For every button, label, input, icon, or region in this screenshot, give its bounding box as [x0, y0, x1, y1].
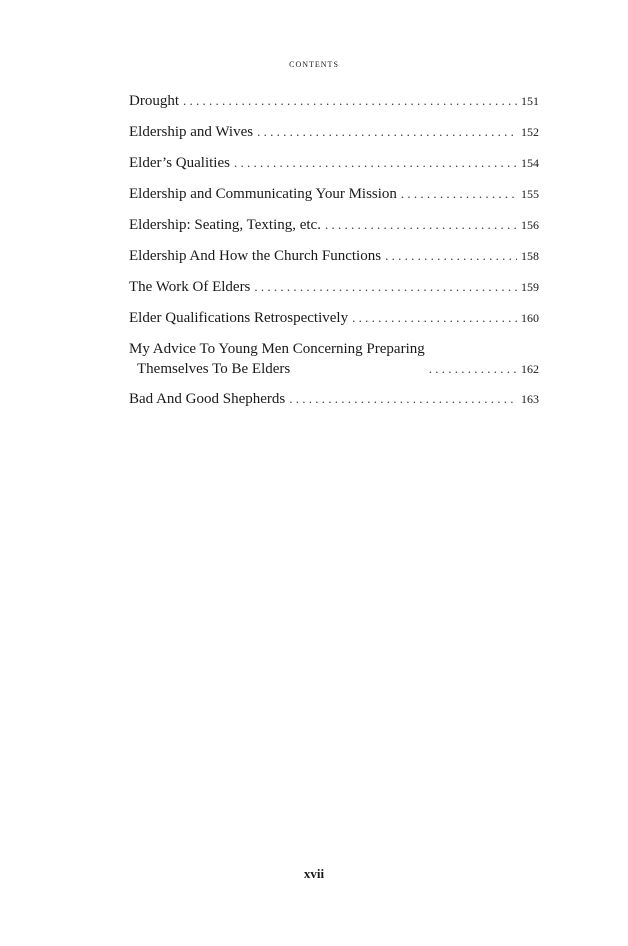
dot-leader: [401, 184, 517, 204]
dot-leader: [183, 91, 517, 111]
toc-entry-title: The Work Of Elders: [129, 279, 251, 295]
dot-leader: [325, 215, 517, 235]
toc-entry: [129, 339, 539, 379]
table-of-contents: [129, 91, 539, 420]
toc-entry-title-line2: Themselves To Be Elders: [137, 361, 291, 377]
toc-entry: [129, 215, 539, 235]
toc-entry: [129, 153, 539, 173]
toc-entry-title: Eldership And How the Church Functions: [129, 248, 382, 264]
toc-entry: [129, 91, 539, 111]
toc-entry-title: Elder Qualifications Retrospectively: [129, 310, 349, 326]
dot-leader: [257, 122, 517, 142]
toc-entry-title-line1: My Advice To Young Men Concerning Preparing: [129, 341, 425, 357]
toc-entry-page: 162: [521, 362, 539, 376]
toc-entry-title: Elder’s Qualities: [129, 155, 230, 171]
toc-entry-page: 152: [521, 125, 539, 139]
dot-leader: [385, 246, 517, 266]
dot-leader: [254, 277, 517, 297]
toc-entry-title: Eldership and Wives: [129, 124, 254, 140]
toc-entry-page: 156: [521, 218, 539, 232]
toc-entry-page: 154: [521, 156, 539, 170]
toc-entry-page: 151: [521, 94, 539, 108]
toc-entry-page: 163: [521, 392, 539, 406]
toc-entry: [129, 277, 539, 297]
toc-entry: [129, 184, 539, 204]
page-number: xvii: [303, 866, 325, 881]
dot-leader: [429, 359, 517, 379]
toc-entry-page: 159: [521, 280, 539, 294]
dot-leader: [352, 308, 517, 328]
toc-entry-title: Eldership: Seating, Texting, etc.: [129, 217, 321, 233]
toc-entry-title: Bad And Good Shepherds: [129, 391, 286, 407]
toc-entry: [129, 246, 539, 266]
toc-entry-page: 160: [521, 311, 539, 325]
toc-entry: [129, 389, 539, 409]
toc-entry-page: 158: [521, 249, 539, 263]
dot-leader: [289, 389, 517, 409]
toc-entry-title: Eldership and Communicating Your Mission: [129, 186, 397, 202]
toc-entry: [129, 122, 539, 142]
toc-entry: [129, 308, 539, 328]
toc-entry-title: [129, 339, 425, 379]
toc-entry-title: Drought: [129, 93, 179, 109]
running-head: contents: [289, 58, 339, 70]
dot-leader: [234, 153, 517, 173]
toc-entry-page: 155: [521, 187, 539, 201]
